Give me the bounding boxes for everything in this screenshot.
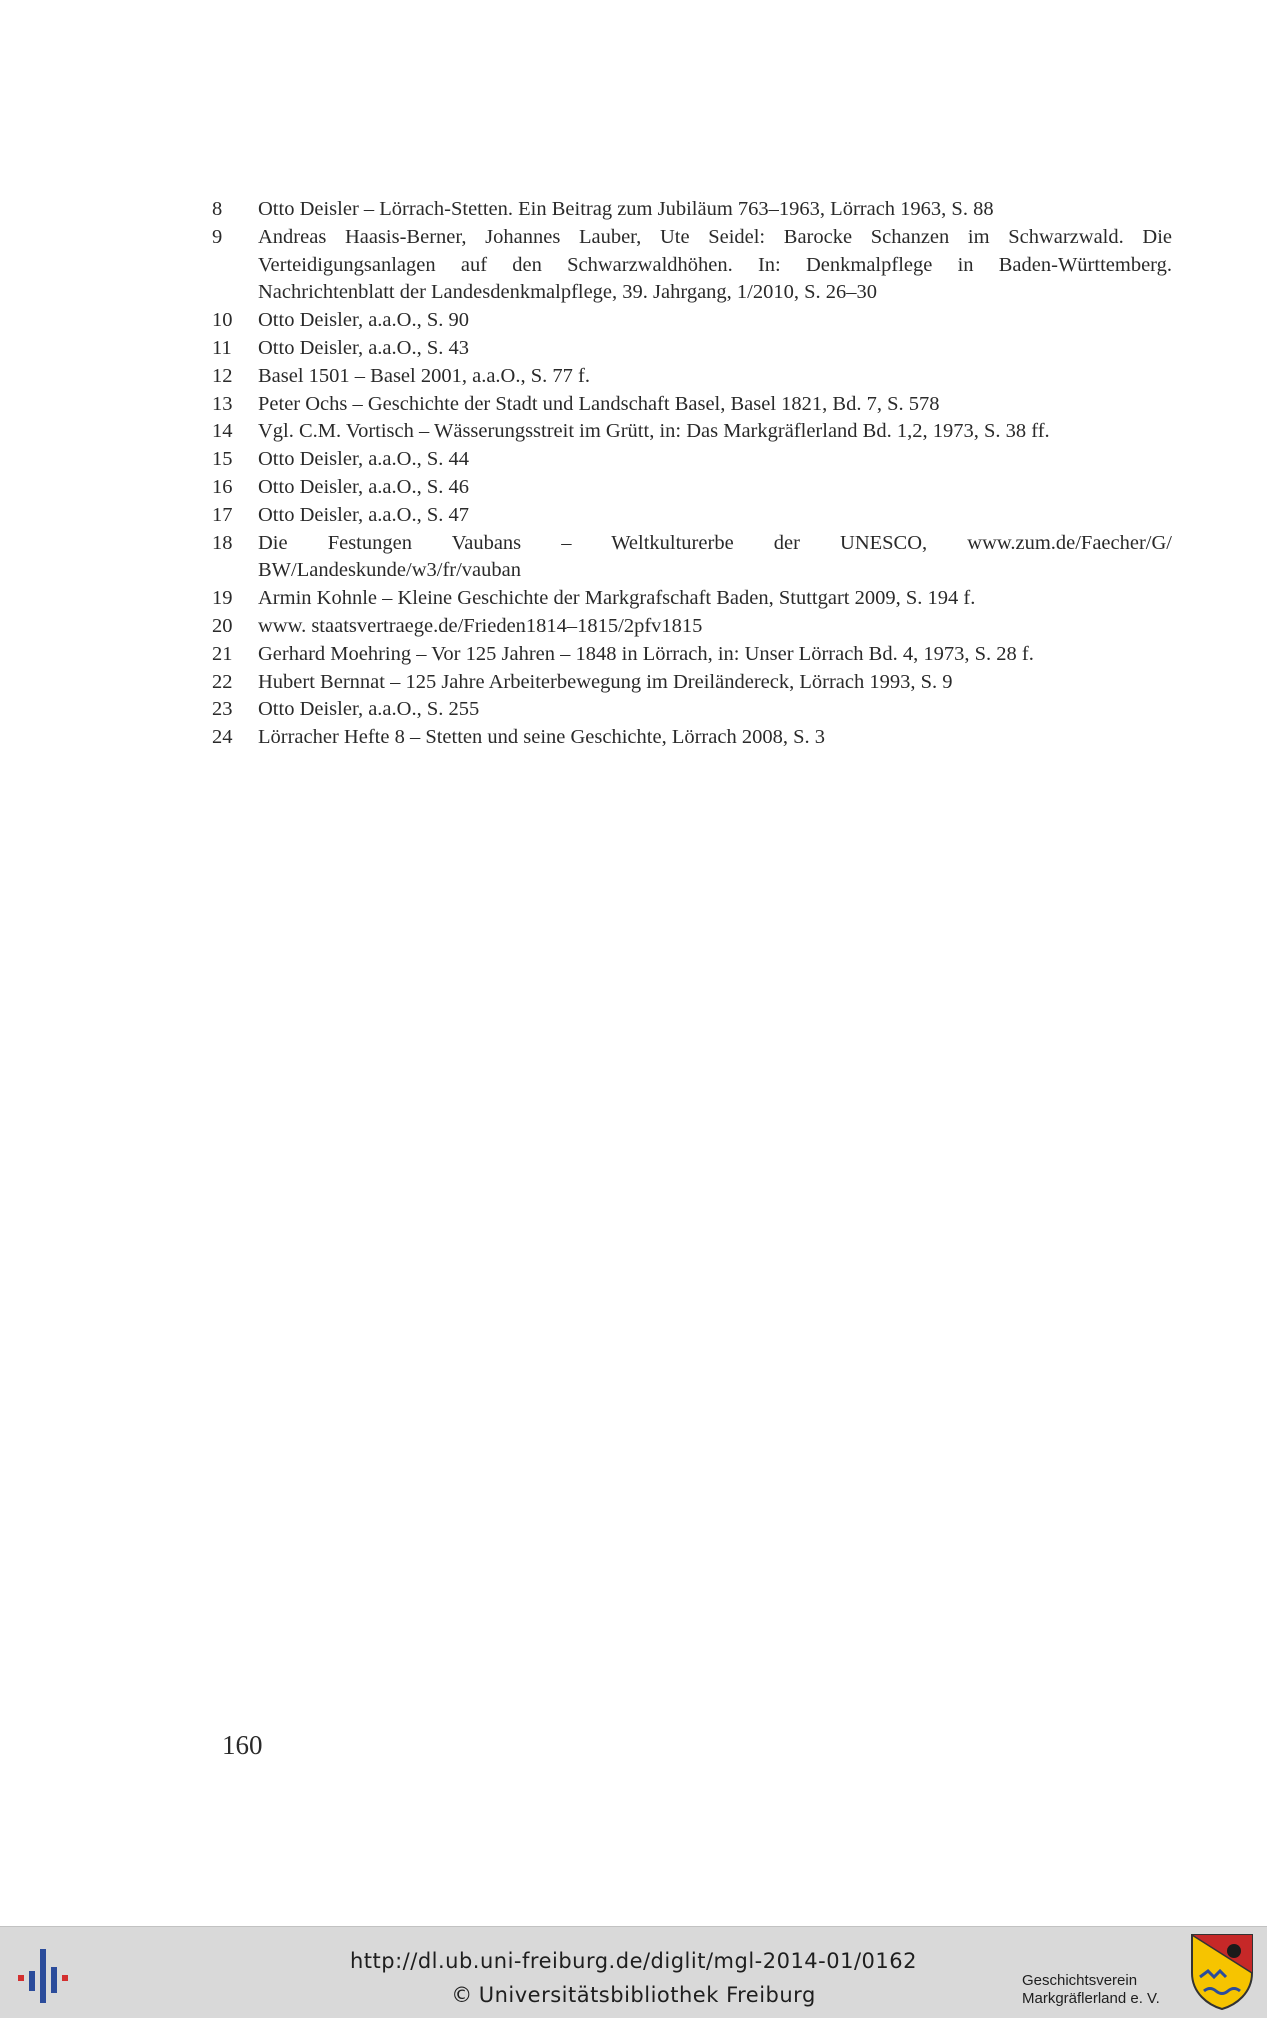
footnote-text: www. staatsvertraege.de/Frieden1814–1815/2pfv1815 [258,614,703,637]
footnote-item [212,224,1172,307]
footnote-item [212,669,1172,697]
footnote-number: 8 [212,198,223,220]
copyright-holder: Universitätsbibliothek Freiburg [478,1983,816,2007]
footnote-number: 18 [212,531,233,554]
footnote-item [212,363,1172,391]
footnote-number: 12 [212,364,233,387]
footnote-text: Basel 1501 – Basel 2001, a.a.O., S. 77 f. [258,364,590,387]
footnote-text: Vgl. C.M. Vortisch – Wässerungsstreit im Grütt, in: Das Markgräflerland Bd. 1,2, 1973, S. 38 ff. [258,420,1050,443]
page-number: 160 [222,1730,263,1760]
footnote-text: Armin Kohnle – Kleine Geschichte der Markgrafschaft Baden, Stuttgart 2009, S. 194 f. [258,587,976,610]
footnote-number: 15 [212,448,233,471]
footnote-item [212,418,1172,446]
footnote-number: 21 [212,642,233,665]
footnote-text: Andreas Haasis-Berner, Johannes Lauber, Ute Seidel: Barocke Schanzen im Schwarzwald. Die Verteidigungsanlagen auf den Schwarzwaldhöhen. In: Denkmalpflege in Baden-Württemberg. Nachrichtenblatt der Landesdenkmalpflege, 39. Jahrgang, 1/2010, S. 26–30 [258,225,1172,304]
footnote-text: Hubert Bernnat – 125 Jahre Arbeiterbewegung im Dreiländereck, Lörrach 1993, S. 9 [258,670,953,693]
footnote-text: Die Festungen Vaubans – Weltkulturerbe der UNESCO, www.zum.de/Faecher/G/ BW/Landeskunde/w3/fr/vauban [258,531,1172,582]
copyright-symbol: © [451,1983,473,2007]
footnote-number: 22 [212,670,233,693]
footnote-text: Peter Ochs – Geschichte der Stadt und Landschaft Basel, Basel 1821, Bd. 7, S. 578 [258,392,940,415]
footnote-number: 24 [212,726,233,749]
footnote-list [212,196,1172,752]
source-url-link[interactable]: http://dl.ub.uni-freiburg.de/diglit/mgl-2014-01/0162 [349,1949,917,1973]
society-name-line2: Markgräflerland e. V. [1022,1990,1160,2007]
footnote-item [212,696,1172,724]
footnote-item [212,307,1172,335]
footnote-text: Otto Deisler, a.a.O., S. 47 [258,503,469,526]
footnote-item [212,530,1172,586]
footnote-text: Otto Deisler, a.a.O., S. 255 [258,698,480,721]
society-name [1022,1972,1190,2008]
footnote-number: 9 [212,225,223,248]
footnote-number: 17 [212,503,233,526]
footnote-number: 23 [212,698,233,721]
footnote-text: Lörracher Hefte 8 – Stetten und seine Geschichte, Lörrach 2008, S. 3 [258,726,825,749]
footnote-text: Otto Deisler, a.a.O., S. 44 [258,448,469,471]
society-name-line1: Geschichtsverein [1022,1972,1138,1989]
footnote-number: 13 [212,392,233,415]
footnote-text: Otto Deisler, a.a.O., S. 43 [258,336,469,359]
society-crest-icon [1190,1933,1254,2011]
footnote-item [212,585,1172,613]
footnote-text: Otto Deisler, a.a.O., S. 46 [258,475,469,498]
footnote-text: Otto Deisler – Lörrach-Stetten. Ein Beitrag zum Jubiläum 763–1963, Lörrach 1963, S. 88 [258,198,994,220]
footnote-number: 14 [212,420,233,443]
footnote-item [212,196,1172,224]
footnote-item [212,502,1172,530]
footnote-number: 11 [212,336,232,359]
footnote-item [212,391,1172,419]
footnote-item [212,613,1172,641]
footnote-number: 20 [212,614,233,637]
footnote-item [212,724,1172,752]
footnote-text: Gerhard Moehring – Vor 125 Jahren – 1848 in Lörrach, in: Unser Lörrach Bd. 4, 1973, S. 28 f. [258,642,1034,665]
footnote-item [212,474,1172,502]
footer-bar [0,1926,1267,2018]
footnote-text: Otto Deisler, a.a.O., S. 90 [258,309,469,332]
footnote-number: 16 [212,475,233,498]
footnote-item [212,641,1172,669]
footnote-number: 19 [212,587,233,610]
footnote-item [212,446,1172,474]
footnote-item [212,335,1172,363]
footnote-number: 10 [212,309,233,332]
